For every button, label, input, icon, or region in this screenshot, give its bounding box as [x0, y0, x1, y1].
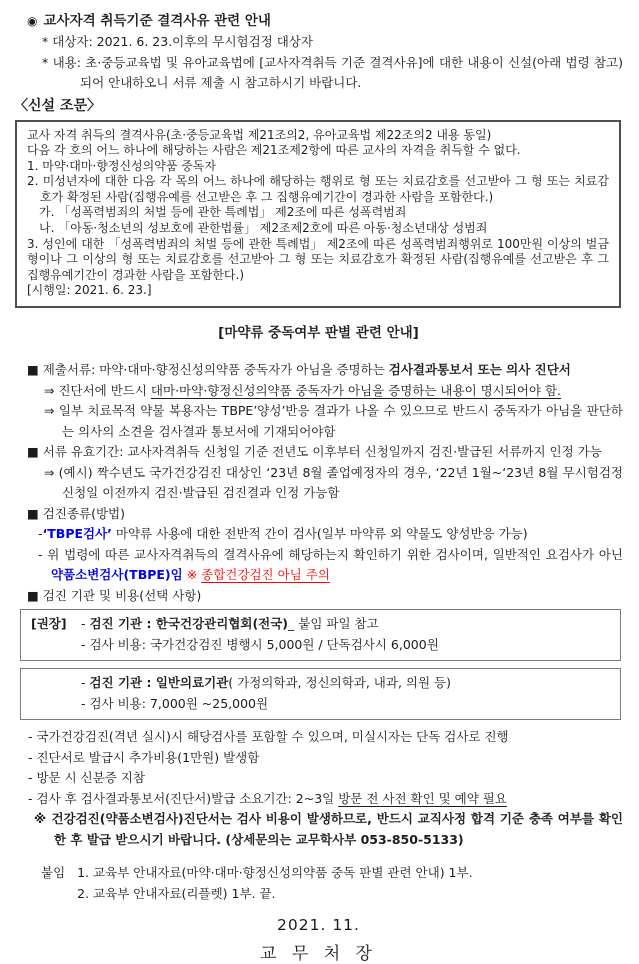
text-segment: ( 가정의학과, 정신의학과, 내과, 의원 등) [228, 675, 451, 691]
attachment-item: 2. 교육부 안내자료(리플렛) 1부. 끝. [77, 886, 276, 902]
clinic-box-label [31, 634, 81, 655]
text-segment: - 국가건강검진(격년 실시)시 해당검사를 포함할 수 있으며, 미실시자는 단독 검사로 진행 [28, 729, 509, 745]
header-item [14, 53, 623, 94]
notice-line [14, 504, 623, 525]
attachment-label: 붙임 [41, 865, 66, 881]
new-clause-heading: 〈신설 조문〉 [14, 97, 101, 114]
note-line [14, 727, 623, 748]
text-segment: - [81, 616, 90, 632]
text-segment: 방문 전 사전 확인 및 예약 필요 [338, 790, 507, 806]
law-line: 1. 마약·대마·향정신성의약품 중독자 [27, 158, 216, 173]
law-line: 3. 성인에 대한 「성폭력범죄의 처벌 등에 관한 특례법」 제2조에 따른 성폭력범죄행위로 100만원 이상의 벌금형이나 그 이상의 형 또는 치료감호를 선고받아 그 형 또는 치료감호가 확정된 사람(집행유예를 선고받은 후 그 집행유예기간이 경과한 사람을 포함한다.) [27, 236, 609, 282]
text-segment: 검진 기관 : 일반의료기관 [89, 675, 229, 691]
text-segment: ■ 제출서류: 마약·대마·향정신성의약품 중독자가 아님을 증명하는 [27, 362, 389, 378]
text-segment: 검진 기관 : 한국건강관리협회(전국) [89, 616, 289, 632]
doc-date: 2021. 11. [277, 916, 360, 935]
law-line: 다음 각 호의 어느 하나에 해당하는 사람은 제21조제2항에 따른 교사의 자격을 취득할 수 없다. [27, 143, 521, 158]
note-line [14, 768, 623, 789]
signature: 교 무 처 장 [260, 944, 377, 964]
clinic-box-label [31, 693, 81, 714]
text-segment: 검사결과통보서 또는 의사 진단서 [388, 362, 571, 378]
clinic-box-label: [권장] [31, 616, 67, 632]
clinic-box-2 [20, 668, 621, 720]
text-segment: 약품소변검사(TBPE)임 [51, 567, 183, 583]
law-line: [시행일: 2021. 6. 23.] [27, 283, 152, 298]
clinic-box-line [31, 672, 612, 693]
text-segment: ■ 검진종류(방법) [27, 505, 125, 521]
text-segment: - 검사 비용: 국가건강검진 병행시 5,000원 / 단독검사시 6,000원 [81, 637, 439, 653]
law-line: 나. 「아동·청소년의 성보호에 관한법률」 제2조제2호에 따른 아동·청소년대상 성범죄 [39, 221, 488, 236]
notice-title: [마약류 중독여부 판별 관련 안내] [218, 325, 419, 342]
attachment-item: 1. 교육부 안내자료(마약·대마·향정신성의약품 중독 판별 관련 안내) 1부. [77, 865, 473, 881]
clinic-box-line [31, 634, 612, 655]
text-segment: * 대상자: 2021. 6. 23.이후의 무시험검정 대상자 [42, 34, 313, 49]
header-items [14, 32, 623, 94]
text-segment: _ 붙임 파일 참고 [288, 616, 379, 632]
clinic-box-label [31, 672, 81, 693]
clinic-box-content [81, 613, 612, 634]
text-segment: ■ 서류 유효기간: 교사자격취득 신청일 기준 전년도 이후부터 신청일까지 검진·발급된 서류까지 인정 가능 [27, 444, 602, 460]
text-segment: ⇒ 진단서에 반드시 [44, 382, 151, 398]
text-segment: - 검사 후 검사결과통보서(진단서)발급 소요기간: 2~3일 [28, 790, 339, 806]
text-segment: - [38, 526, 43, 542]
org-boxes [14, 609, 623, 720]
text-segment: 종합건강검진 아님 주의 [201, 567, 330, 583]
notice-line [14, 381, 623, 402]
note-line [14, 748, 623, 769]
text-segment: ⇒ (예시) 짝수년도 국가건강검진 대상인 ‘23년 8월 졸업예정자의 경우, ‘22년 1월~‘23년 8월 무시험검정 신청일 이전까지 검진·발급된 검진결과 인정 가능함 [44, 464, 623, 501]
text-segment: ■ 검진 기관 및 비용(선택 사항) [27, 587, 202, 603]
clinic-box-content [81, 672, 612, 693]
note-line [14, 809, 623, 850]
text-segment: - 방문 시 신분증 지참 [28, 770, 146, 786]
law-line: 2. 미성년자에 대한 다음 각 목의 어느 하나에 해당하는 행위로 형 또는 치료감호를 선고받아 그 형 또는 치료감호가 확정된 사람(집행유예를 선고받은 후 그 집행유예기간이 경과한 사람을 포함한다.) [27, 174, 609, 204]
text-segment: ※ 건강검진(약품소변검사)진단서는 검사 비용이 발생하므로, 반드시 교직사정 합격 기준 충족 여부를 확인한 후 발급 받으시기 바랍니다. (상세문의는 교무학사부 053-850-5133) [34, 811, 623, 847]
law-box [15, 120, 621, 309]
notes [14, 727, 623, 850]
note-line [14, 789, 623, 810]
text-segment: - 진단서로 발급시 추가비용(1만원) 발생함 [28, 749, 260, 765]
notice-line [14, 524, 623, 545]
text-segment: 대마·마약·향정신성의약품 중독자가 아님을 증명하는 내용이 명시되어야 함. [150, 382, 562, 398]
doc-title-text: 교사자격 취득기준 결격사유 관련 안내 [43, 13, 271, 29]
law-line: 가. 「성폭력범죄의 처벌 등에 관한 특례법」 제2조에 따른 성폭력범죄 [39, 205, 407, 220]
notice-line [14, 360, 623, 381]
notice-line [14, 586, 623, 607]
clinic-box-1 [20, 609, 621, 661]
text-segment: ⇒ 일부 치료목적 약물 복용자는 TBPE’양성’반응 결과가 나올 수 있으므로 반드시 중독자가 아님을 판단하는 의사의 소견을 검사결과 통보서에 기재되어야함 [44, 403, 623, 439]
law-line: 교사 자격 취득의 결격사유(초·중등교육법 제21조의2, 유아교육법 제22조의2 내용 동일) [27, 127, 492, 142]
text-segment: - 위 법령에 따른 교사자격취득의 결격사유에 해당하는지 확인하기 위한 검사이며, 일반적인 요검사가 아닌 [38, 546, 623, 562]
text-segment: - 검사 비용: 7,000원 ~25,000원 [81, 696, 269, 712]
notice-line [14, 401, 623, 442]
text-segment: 마약류 사용에 대한 전반적 간이 검사(일부 마약류 외 약물도 양성반응 가능) [111, 526, 528, 542]
attachment-list [77, 862, 472, 904]
text-segment: * 내용: 초·중등교육법 및 유아교육법에 [교사자격취득 기준 결격사유]에 대한 내용이 신설(아래 법령 참고)되어 안내하오니 서류 제출 시 참고하시기 바랍니다. [42, 54, 623, 90]
header-item [14, 32, 623, 53]
clinic-box-line [31, 613, 612, 634]
text-segment: ※ [182, 567, 202, 583]
fisheye-bullet-icon: ◉ [27, 14, 38, 28]
text-segment: - [81, 675, 90, 691]
clinic-box-content [81, 693, 612, 714]
notice-line [14, 463, 623, 504]
notice-line [14, 545, 623, 586]
clinic-box-line [31, 693, 612, 714]
clinic-box-content [81, 634, 612, 655]
doc-title [14, 10, 623, 32]
notice-body [14, 360, 623, 606]
attachments [14, 862, 623, 904]
text-segment: ‘TBPE검사’ [42, 526, 112, 542]
notice-line [14, 442, 623, 463]
